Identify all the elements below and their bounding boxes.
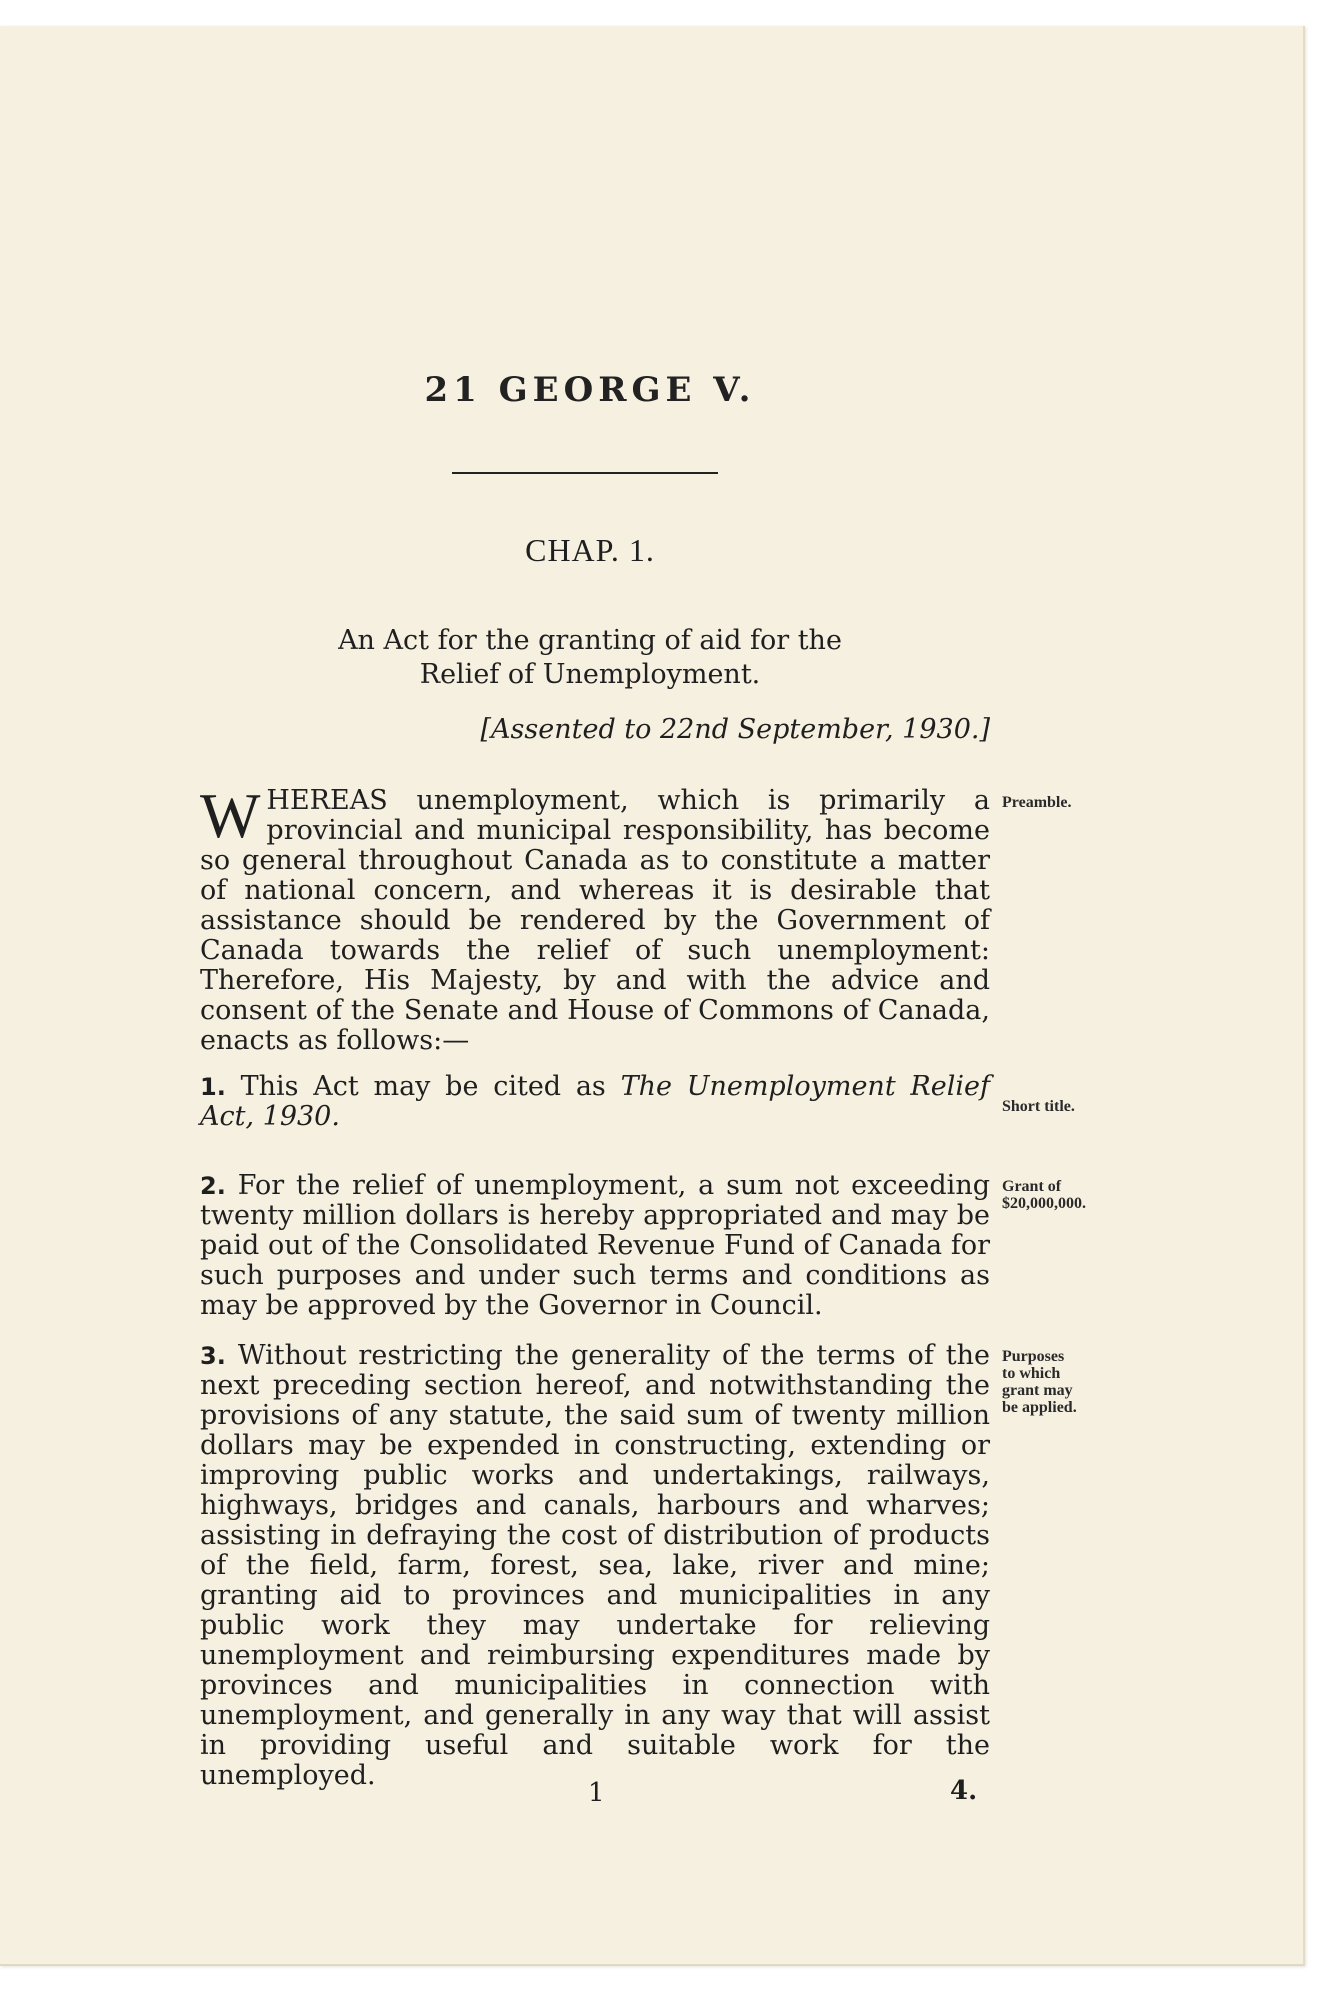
- section-3: [200, 1341, 990, 1791]
- long-title-line-1: An Act for the granting of aid for the: [338, 625, 842, 656]
- header-rule: [452, 472, 718, 474]
- margin-note-line: Purposes: [1002, 1348, 1065, 1365]
- section-text: Without restricting the generality of the terms of the next preceding section hereof, and notwithstanding the provisions of any statute, the said sum of twenty million dollars may be expended in constructing, extending or improving public works and undertakings, railways, highways, bridges and canals, harbours and wharves; assisting in defraying the cost of distribution of products of the field, farm, forest, sea, lake, river and mine; granting aid to provinces and municipalities in any public work they may undertake for relieving unemployment and reimbursing expenditures made by provinces and municipalities in connection with unemployment, and generally in any way that will assist in providing useful and suitable work for the unemployed.: [200, 1340, 990, 1791]
- section-number: 2.: [200, 1172, 226, 1200]
- preamble-paragraph: [200, 780, 990, 1056]
- section-2: [200, 1171, 990, 1321]
- section-text: This Act may be cited as: [240, 1071, 621, 1102]
- margin-note-line: Grant of: [1002, 1178, 1062, 1195]
- act-short-title: The Unemployment Relief Act, 1930.: [200, 1071, 990, 1132]
- document-page: [0, 26, 1305, 1966]
- margin-note-line: grant may: [1002, 1382, 1073, 1399]
- margin-note-short-title: Short title.: [1002, 1098, 1075, 1115]
- margin-note-line: $20,000,000.: [1002, 1195, 1086, 1212]
- preamble-text: HEREAS unemployment, which is primarily a provincial and municipal responsibility, has become so general throughout Canada as to constitute a matter of national concern, and whereas it is desirable that assistance should be rendered by the Government of Canada towards the relief of such unemployment: Therefore, His Majesty, by and with the advice and consent of the Senate and House of Commons of Canada, enacts as follows:—: [200, 785, 990, 1056]
- margin-note-purposes: [1002, 1348, 1142, 1416]
- margin-note-preamble: Preamble.: [1002, 794, 1072, 811]
- margin-note-grant: [1002, 1178, 1142, 1212]
- margin-note-line: be applied.: [1002, 1399, 1077, 1416]
- section-number: 1.: [200, 1073, 226, 1101]
- catchword: 4.: [950, 1776, 978, 1806]
- assent-date: [Assented to 22nd September, 1930.]: [480, 714, 990, 745]
- margin-note-line: to which: [1002, 1365, 1061, 1382]
- page-number: 1: [588, 1778, 605, 1808]
- drop-cap: W: [200, 780, 261, 851]
- chapter-heading: CHAP. 1.: [525, 532, 655, 568]
- reign-header: 21 GEORGE V.: [424, 370, 756, 410]
- section-number: 3.: [200, 1342, 226, 1370]
- section-text: For the relief of unemployment, a sum not exceeding twenty million dollars is hereby appropriated and may be paid out of the Consolidated Revenue Fund of Canada for such purposes and under such terms and conditions as may be approved by the Governor in Council.: [200, 1170, 990, 1321]
- long-title-line-2: Relief of Unemployment.: [419, 659, 761, 690]
- act-long-title: [260, 624, 920, 692]
- section-1: [200, 1072, 990, 1132]
